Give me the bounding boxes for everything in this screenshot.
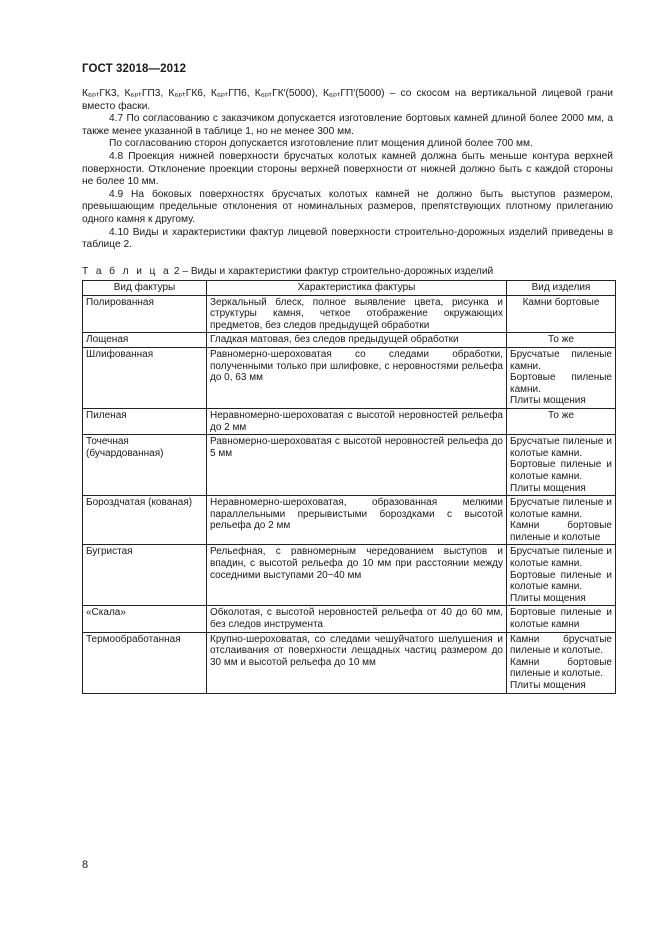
paragraph-4-8 (82, 151, 613, 189)
product-type-item: Плиты мощения (510, 482, 586, 494)
paragraph-text: 4.10 Виды и характеристики фактур лицевой поверхности строительно-дорожных изделий приведены в таблице 2. (82, 226, 613, 251)
product-type-item: То же (548, 409, 574, 421)
cell-texture-description: Рельефная, с равномерным чередованием выступов и впадин, с высотой рельефа до 10 мм при расстоянии между соседними выступами 20−40 мм (207, 545, 507, 606)
cell-product-type (507, 408, 616, 434)
product-type-item: Камни бортовые пиленые и колотые. (510, 656, 612, 680)
body-text (82, 88, 613, 252)
document-header: ГОСТ 32018—2012 (82, 63, 187, 75)
table-caption (82, 266, 493, 277)
cell-texture-type: Бугристая (83, 545, 207, 606)
product-type-item: Брусчатые пиленые и колотые камни. (510, 546, 612, 570)
cell-product-type (507, 545, 616, 606)
product-type-item: Камни бортовые (522, 296, 600, 308)
paragraph-4-7 (82, 113, 613, 138)
product-type-item: Плиты мощения (510, 592, 586, 604)
cell-product-type (507, 632, 616, 693)
paragraph-text: 4.9 На боковых поверхностях брусчатых колотых камней не должно быть выступов размером, превышающим предельные отклонения от номинальных размеров, препятствующих плотному прилеганию одного камня к другому. (82, 188, 613, 225)
paragraph-text: 4.8 Проекция нижней поверхности брусчатых колотых камней должна быть меньше контура верхней поверхности. Отклонение проекции стороны верхней поверхности от нижней должно быть с каждой стороны не более 10 мм. (82, 150, 613, 188)
product-type-item: Бортовые пиленые и колотые камни (510, 607, 612, 631)
cell-texture-type: Полированная (83, 295, 207, 333)
cell-texture-description: Гладкая матовая, без следов предыдущей обработки (207, 333, 507, 348)
product-type-item: Бортовые пиленые и колотые камни. (510, 569, 612, 593)
product-type-item: Бортовые пиленые и колотые камни. (510, 459, 612, 482)
product-type-item: Бортовые пиленые камни. (510, 372, 612, 395)
product-type-item: Плиты мощения (510, 680, 586, 691)
cell-texture-description: Равномерно-шероховатая со следами обработки, полученными только при шлифовке, с неровностями рельефа до 0, 63 мм (207, 347, 507, 408)
paragraph-text: К₆ₚₜГК3, К₆ₚₜГП3, К₆ₚₜГК6, К₆ₚₜГП6, К₆ₚₜГК′(5000), К₆ₚₜГП′(5000) – со скосом на вертикальной лицевой грани вместо фаски. (82, 88, 613, 112)
product-type-item: Брусчатые пиленые камни. (510, 348, 612, 372)
product-type-item: Брусчатые пиленые и колотые камни. (510, 497, 612, 520)
cell-product-type (507, 496, 616, 545)
cell-product-type (507, 435, 616, 496)
table-row (83, 333, 616, 348)
cell-texture-type: Пиленая (83, 408, 207, 434)
cell-product-type (507, 606, 616, 632)
cell-product-type (507, 347, 616, 408)
product-type-item: Камни брусчатые пиленые и колотые. (510, 633, 612, 657)
column-header-texture-type: Вид фактуры (83, 281, 207, 296)
cell-texture-description: Неравномерно-шероховатая, образованная мелкими параллельными прерывистыми бороздками с высотой рельефа до 2 мм (207, 496, 507, 545)
cell-texture-type: «Скала» (83, 606, 207, 632)
cell-texture-type: Шлифованная (83, 347, 207, 408)
table-row (83, 347, 616, 408)
table-row (83, 496, 616, 545)
texture-table (82, 280, 616, 694)
cell-texture-description: Неравномерно-шероховатая с высотой неровностей рельефа до 2 мм (207, 408, 507, 434)
table-row (83, 606, 616, 632)
cell-texture-description: Обколотая, с высотой неровностей рельефа от 40 до 60 мм, без следов инструмента (207, 606, 507, 632)
product-type-item: Плиты мощения (510, 395, 586, 407)
table-caption-title: 2 – Виды и характеристики фактур строительно-дорожных изделий (171, 266, 494, 277)
table-row (83, 545, 616, 606)
table-row (83, 295, 616, 333)
cell-texture-type: Лощеная (83, 333, 207, 348)
product-type-item: Камни бортовые пиленые и колотые (510, 520, 612, 543)
cell-texture-type: Термообработанная (83, 632, 207, 693)
table-row (83, 632, 616, 693)
table-body (83, 295, 616, 693)
table-caption-label: Т а б л и ц а (82, 266, 172, 277)
cell-texture-description: Зеркальный блеск, полное выявление цвета, рисунка и структуры камня, четкое отображение окружающих предметов, без следов предыдущей обработки (207, 295, 507, 333)
cell-texture-description: Крупно-шероховатая, со следами чешуйчатого шелушения и отслаивания от поверхности лещадных частиц размером до 30 мм и высотой рельефа до 10 мм (207, 632, 507, 693)
product-type-item: Брусчатые пиленые и колотые камни. (510, 436, 612, 459)
cell-texture-type: Бороздчатая (кованая) (83, 496, 207, 545)
table-row (83, 408, 616, 434)
paragraph-text: По согласованию сторон допускается изготовление плит мощения длиной более 700 мм. (109, 138, 533, 150)
column-header-product-type: Вид изделия (507, 281, 616, 296)
cell-texture-description: Равномерно-шероховатая с высотой неровностей рельефа до 5 мм (207, 435, 507, 496)
cell-product-type (507, 333, 616, 348)
paragraph-paving-length (82, 138, 613, 151)
table-row (83, 435, 616, 496)
cell-texture-type: Точечная (бучардованная) (83, 435, 207, 496)
paragraph-text: 4.7 По согласованию с заказчиком допускается изготовление бортовых камней длиной более 2000 мм, а также менее указанной в таблице 1, но не менее 300 мм. (82, 113, 613, 137)
paragraph-mark-list (82, 88, 613, 113)
table-header-row (83, 281, 616, 296)
paragraph-4-10 (82, 227, 613, 252)
page-number: 8 (82, 859, 89, 871)
cell-product-type (507, 295, 616, 333)
product-type-item: То же (548, 334, 574, 346)
paragraph-4-9 (82, 189, 613, 227)
column-header-texture-description: Характеристика фактуры (207, 281, 507, 296)
